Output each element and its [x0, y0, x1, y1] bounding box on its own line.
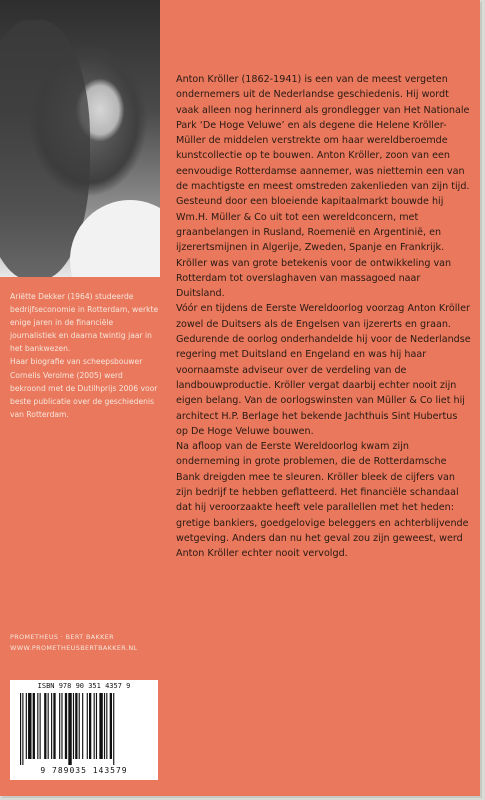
barcode-bar: [99, 693, 102, 759]
barcode-bar: [75, 693, 77, 759]
barcode-bar: [94, 693, 95, 759]
barcode-bar: [53, 693, 55, 759]
isbn-digits: 9 789035 143579: [40, 766, 128, 775]
synopsis-paragraph-1: Anton Kröller (1862-1941) is een van de meest vergeten ondernemers uit de Nederlandse geschiedenis. Hij wordt vaak alleen nog herinnerd als grondlegger van Het Nationale Park ‘De Hoge Veluwe’ en als degene die Helene Kröller-Müller de middelen verstrekte om haar wereldberoemde kunstcollectie op te bouwen. Anton Kröller, zoon van een eenvoudige Rotterdamse aannemer, was niettemin een van de machtigste en meest omstreden zakenlieden van zijn tijd. Gesteund door een bloeiende kapitaalmarkt bouwde hij Wm.H. Müller & Co uit tot een wereldconcern, met graanbelangen in Rusland, Roemenië en Argentinië, en ijzerertsmijnen in Algerije, Zweden, Spanje en Frankrijk. Kröller was van grote betekenis voor de ontwikkeling van Rotterdam tot overslaghaven van massagoed naar Duitsland.: [176, 74, 470, 300]
barcode-bar: [73, 693, 74, 759]
author-bio-paragraph-1: Ariëtte Dekker (1964) studeerde bedrijfseconomie in Rotterdam, werkte enige jaren in de financiële journalistiek en daarna twintig jaar in het bankwezen.: [10, 292, 159, 354]
barcode-bar: [44, 693, 46, 759]
synopsis: [176, 72, 472, 562]
barcode-bar: [68, 693, 71, 765]
author-photo: [0, 0, 160, 277]
barcode-bar: [65, 693, 67, 759]
author-bio-paragraph-2: Haar biografie van scheepsbouwer Cornelis Verolme (2005) werd bekroond met de Dutilhprijs 2006 voor beste publicatie over de geschiedenis van Rotterdam.: [10, 357, 158, 419]
barcode-bar: [110, 693, 112, 759]
isbn-label: ISBN 978 90 351 4357 9: [37, 682, 131, 690]
isbn-barcode: [10, 680, 158, 780]
publisher-website: WWW.PROMETHEUSBERTBAKKER.NL: [10, 643, 138, 652]
barcode-bar: [26, 693, 27, 759]
barcode-bar: [82, 693, 83, 759]
barcode-bar: [61, 693, 62, 759]
barcode-bar: [59, 693, 60, 759]
barcode-bar: [96, 693, 97, 759]
barcode-bars: [20, 693, 148, 765]
barcode-bar: [106, 693, 107, 759]
barcode-bar: [51, 693, 52, 759]
synopsis-paragraph-2: Vóór en tijdens de Eerste Wereldoorlog voorzag Anton Kröller zowel de Duitsers als de Engelsen van ijzererts en graan. Gedurende de oorlog onderhandelde hij voor de Nederlandse regering met Duitsland en Engeland en was hij haar voornaamste adviseur over de verdeling van de landbouwproductie. Kröller vergat daarbij echter nooit zijn eigen belang. Van de oorlogswinsten van Müller & Co liet hij architect H.P. Berlage het bekende Jachthuis Sint Hubertus op De Hoge Veluwe bouwen.: [176, 303, 471, 437]
barcode-bar: [113, 693, 114, 765]
barcode-bar: [28, 693, 31, 759]
barcode-bar: [89, 693, 91, 759]
barcode-bar: [48, 693, 49, 759]
barcode-bar: [40, 693, 41, 759]
barcode-bar: [104, 693, 105, 759]
barcode-bar: [20, 693, 21, 765]
publisher-info: [10, 632, 160, 653]
synopsis-paragraph-3: Na afloop van de Eerste Wereldoorlog kwam zijn onderneming in grote problemen, die de Rotterdamsche Bank dreigden mee te sleuren. Kröller bleek de cijfers van zijn bedrijf te hebben geflatteerd. Het financiële schandaal dat hij veroorzaakte heeft vele parallellen met het heden: gretige bankiers, goedgelovige beleggers en achterblijvende wetgeving. Anders dan nu het geval zou zijn geweest, werd Anton Kröller echter nooit vervolgd.: [176, 441, 469, 560]
author-bio: [10, 290, 160, 421]
barcode-bar: [37, 693, 38, 759]
barcode-bar: [79, 693, 80, 759]
barcode-bar: [87, 693, 88, 759]
publisher-name: PROMETHEUS · BERT BAKKER: [10, 633, 114, 641]
barcode-bar: [22, 693, 23, 765]
barcode-bar: [33, 693, 35, 759]
